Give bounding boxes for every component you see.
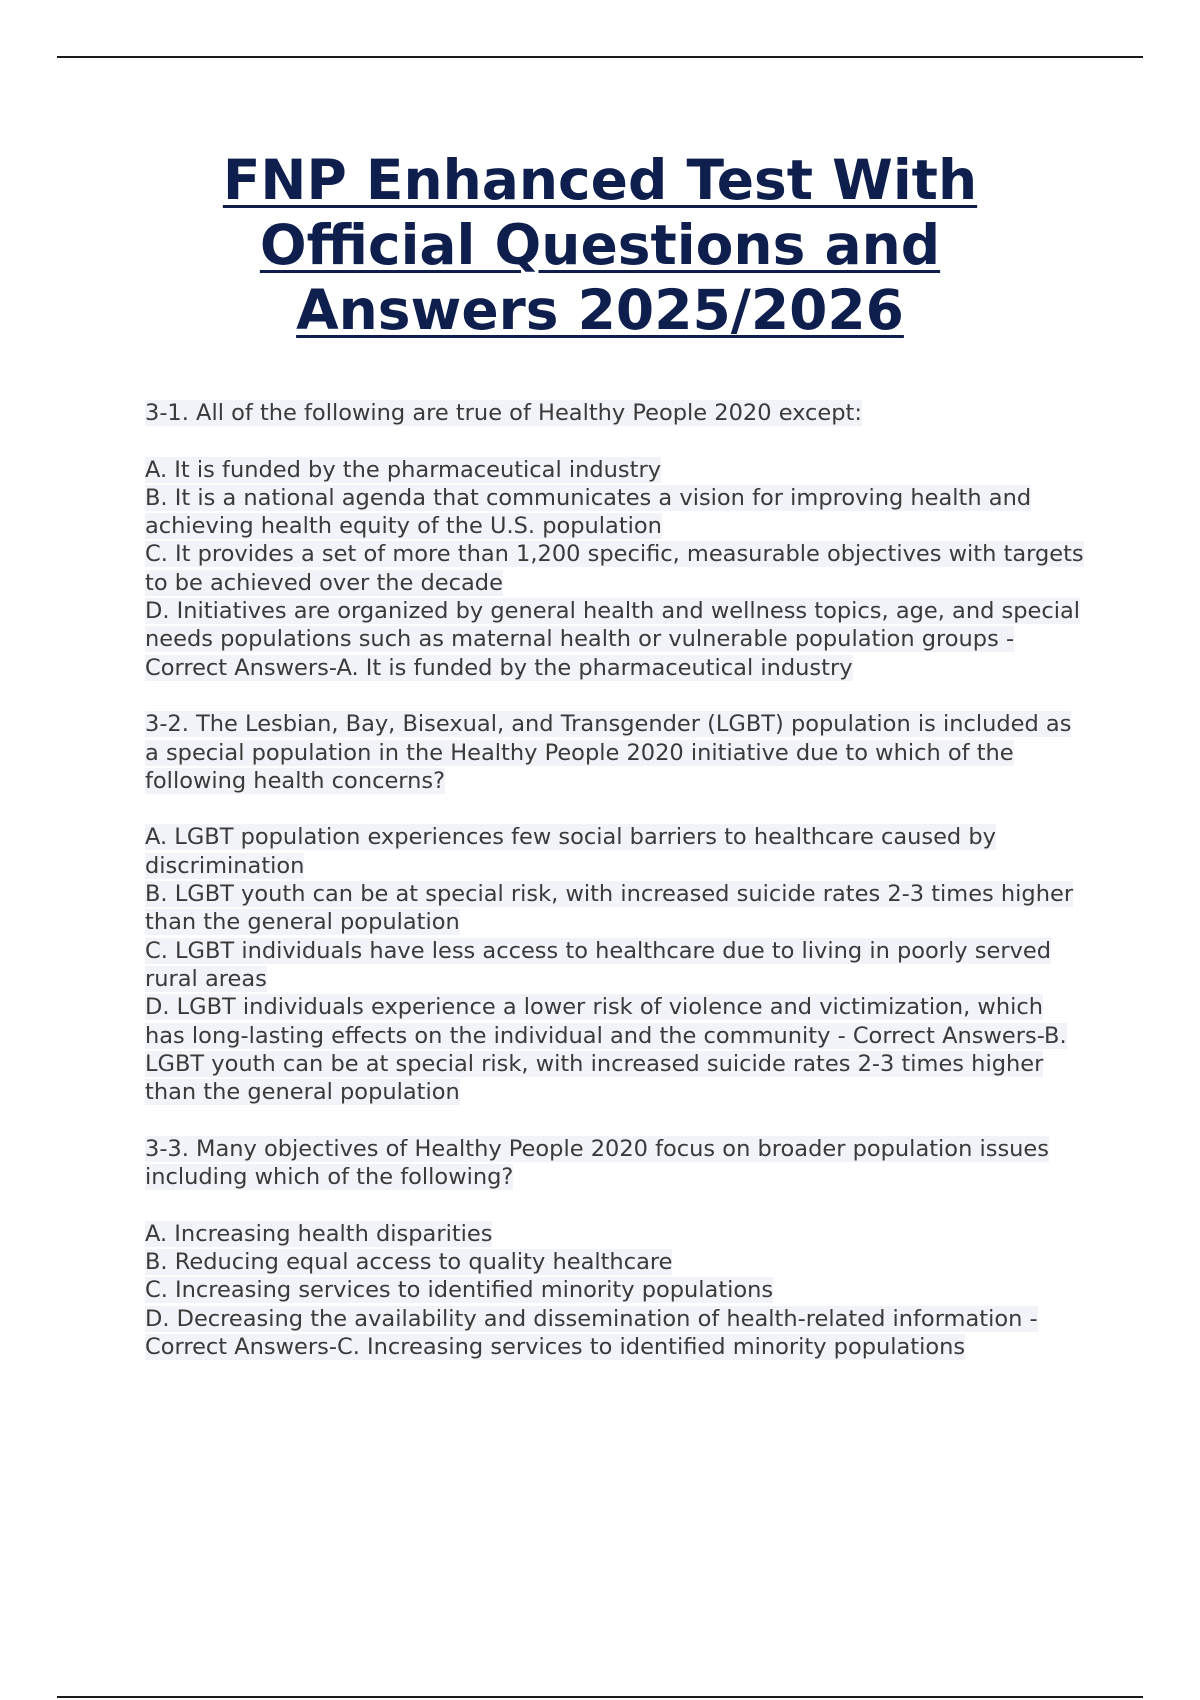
question-3-2 — [145, 710, 1085, 1106]
answer-option-d-with-correct-answer: D. LGBT individuals experience a lower risk of violence and victimization, which has long-lasting effects on the individual and the community - Correct Answers-B. LGBT youth can be at special risk, with increased suicide rates 2-3 times higher than the general population — [145, 994, 1067, 1106]
answer-option-a: A. It is funded by the pharmaceutical industry — [145, 456, 662, 483]
answer-option-a: A. Increasing health disparities — [145, 1220, 493, 1247]
answer-option-b: B. It is a national agenda that communicates a vision for improving health and achieving health equity of the U.S. population — [145, 484, 1032, 540]
title-line: Answers 2025/2026 — [296, 278, 904, 342]
answer-option-c: C. LGBT individuals have less access to healthcare due to living in poorly served rural areas — [145, 937, 1052, 992]
answer-option-b: B. Reducing equal access to quality healthcare — [145, 1248, 673, 1275]
answer-option-a: A. LGBT population experiences few social barriers to healthcare caused by discrimination — [145, 824, 996, 879]
question-3-1 — [145, 399, 1085, 682]
question-3-3 — [145, 1135, 1085, 1361]
question-list — [145, 399, 1085, 1361]
top-rule — [57, 56, 1143, 58]
answer-option-c: C. It provides a set of more than 1,200 specific, measurable objectives with targets to be achieved over the decade — [145, 541, 1084, 596]
answer-option-b: B. LGBT youth can be at special risk, with increased suicide rates 2-3 times higher than the general population — [145, 881, 1074, 936]
title-line: FNP Enhanced Test With — [222, 148, 978, 212]
document-title — [100, 148, 1100, 343]
question-stem: 3-2. The Lesbian, Bay, Bisexual, and Transgender (LGBT) population is included as a special population in the Healthy People 2020 initiative due to which of the following health concerns? — [145, 711, 1072, 794]
answer-option-d-with-correct-answer: D. Decreasing the availability and dissemination of health-related information - Correct Answers-C. Increasing services to identified minority populations — [145, 1305, 1038, 1360]
question-stem: 3-3. Many objectives of Healthy People 2020 focus on broader population issues including which of the following? — [145, 1135, 1049, 1191]
bottom-rule — [57, 1696, 1143, 1698]
answer-option-d-with-correct-answer: D. Initiatives are organized by general health and wellness topics, age, and special needs populations such as maternal health or vulnerable population groups - Correct Answers-A. It is funded by the pharmaceutical industry — [145, 598, 1081, 681]
question-stem: 3-1. All of the following are true of Healthy People 2020 except: — [145, 400, 862, 426]
title-line: Official Questions and — [259, 213, 941, 277]
answer-option-c: C. Increasing services to identified minority populations — [145, 1277, 774, 1304]
